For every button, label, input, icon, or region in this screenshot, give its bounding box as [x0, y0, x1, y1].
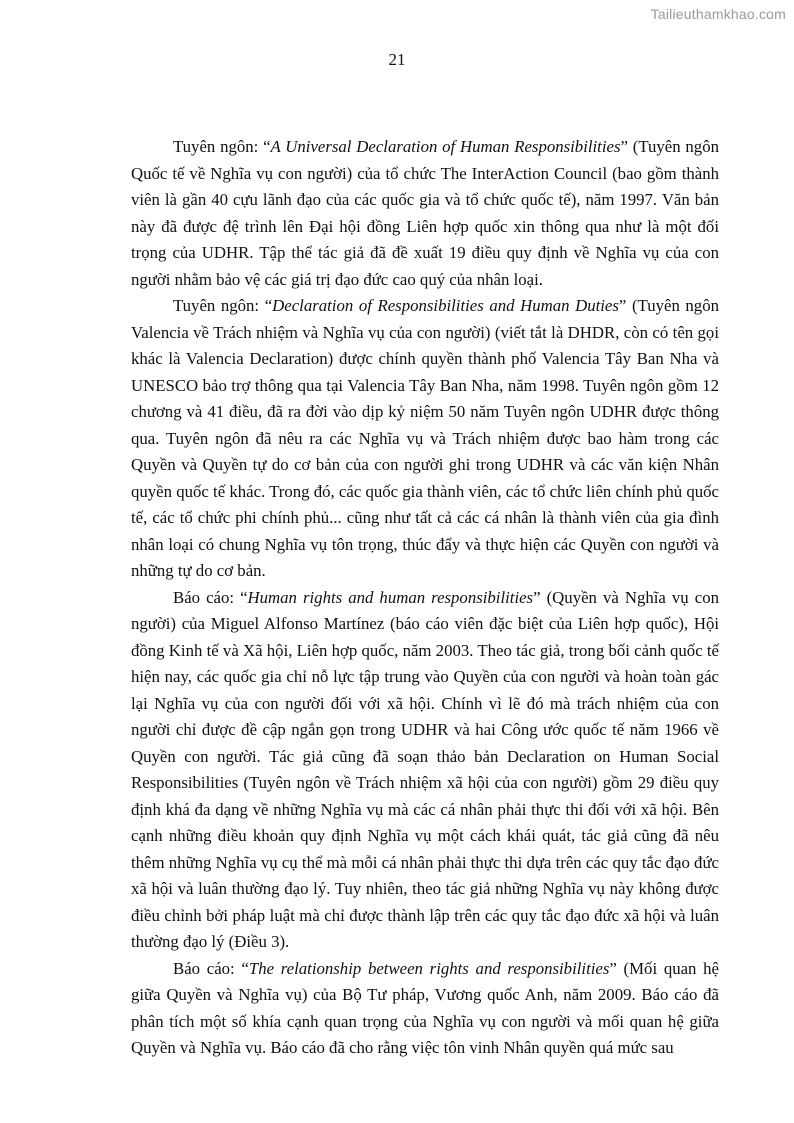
document-body: [131, 134, 719, 1062]
document-title: A Universal Declaration of Human Responsibilities: [270, 137, 621, 156]
paragraph-text: ” (Mối quan hệ giữa Quyền và Nghĩa vụ) của Bộ Tư pháp, Vương quốc Anh, năm 2009. Báo cáo đã phân tích một số khía cạnh quan trọng của Nghĩa vụ con người và mối quan hệ giữa Quyền và Nghĩa vụ. Báo cáo đã cho rằng việc tôn vinh Nhân quyền quá mức sau: [131, 958, 719, 1057]
paragraph-martinez-report: [131, 585, 719, 956]
paragraph-lead: Tuyên ngôn: “: [173, 296, 273, 315]
watermark: Tailieuthamkhao.com: [650, 6, 786, 22]
paragraph-lead: Báo cáo: “: [173, 587, 248, 607]
paragraph-text: ” (Quyền và Nghĩa vụ con người) của Miguel Alfonso Martínez (báo cáo viên đặc biệt của Liên hợp quốc), Hội đồng Kinh tế và Xã hội, Liên hợp quốc, năm 2003. Theo tác giả, trong bối cảnh quốc tế hiện nay, các quốc gia chỉ nỗ lực tập trung vào Quyền của con người và hoàn toàn gác lại Nghĩa vụ của con người đối với xã hội. Chính vì lẽ đó mà trách nhiệm của con người chỉ được đề cập ngắn gọn trong UDHR và hai Công ước quốc tế năm 1966 về Quyền con người. Tác giả cũng đã soạn thảo bản Declaration on Human Social Responsibilities (Tuyên ngôn về Trách nhiệm xã hội của con người) gồm 29 điều quy định khá đa dạng về những Nghĩa vụ mà các cá nhân phải thực thi đối với xã hội. Bên cạnh những điều khoản quy định Nghĩa vụ một cách khái quát, tác giả cũng đã nêu thêm những Nghĩa vụ cụ thể mà mỗi cá nhân phải thực thi dựa trên các quy tắc đạo đức xã hội và luân thường đạo lý. Tuy nhiên, theo tác giả những Nghĩa vụ này không được điều chỉnh bởi pháp luật mà chỉ được thành lập trên các quy tắc đạo đức xã hội và luân thường đạo lý (Điều 3).: [131, 587, 719, 951]
document-title: Human rights and human responsibilities: [247, 587, 534, 607]
paragraph-valencia-declaration: [131, 293, 719, 585]
document-title: Declaration of Responsibilities and Human Duties: [272, 296, 619, 315]
paragraph-lead: Tuyên ngôn: “: [173, 137, 271, 156]
page-number: 21: [388, 50, 406, 69]
paragraph-text: ” (Tuyên ngôn Valencia về Trách nhiệm và Nghĩa vụ của con người) (viết tắt là DHDR, còn có tên gọi khác là Valencia Declaration) được chính quyền thành phố Valencia Tây Ban Nha và UNESCO bảo trợ thông qua tại Valencia Tây Ban Nha, năm 1998. Tuyên ngôn gồm 12 chương và 41 điều, đã ra đời vào dịp kỷ niệm 50 năm Tuyên ngôn UDHR được thông qua. Tuyên ngôn đã nêu ra các Nghĩa vụ và Trách nhiệm được bao hàm trong các Quyền và Quyền tự do cơ bản của con người ghi trong UDHR và các văn kiện Nhân quyền quốc tế khác. Trong đó, các quốc gia thành viên, các tổ chức liên chính phủ quốc tế, các tổ chức phi chính phủ... cũng như tất cả các cá nhân là thành viên của gia đình nhân loại có chung Nghĩa vụ tôn trọng, thúc đẩy và thực hiện các Quyền con người và những tự do cơ bản.: [131, 296, 719, 580]
document-title: The relationship between rights and responsibilities: [248, 958, 610, 978]
paragraph-uk-ministry-report: [131, 956, 719, 1062]
paragraph-text: ” (Tuyên ngôn Quốc tế về Nghĩa vụ con người) của tổ chức The InterAction Council (bao gồm thành viên là gần 40 cựu lãnh đạo của các quốc gia và tổ chức quốc tế), năm 1997. Văn bản này đã được đệ trình lên Đại hội đồng Liên hợp quốc xin thông qua như là một đối trọng của UDHR. Tập thể tác giả đã đề xuất 19 điều quy định về Nghĩa vụ của con người nhằm bảo vệ các giá trị đạo đức cao quý của nhân loại.: [131, 137, 719, 289]
paragraph-lead: Báo cáo: “: [173, 958, 249, 978]
paragraph-universal-declaration: [131, 134, 719, 293]
